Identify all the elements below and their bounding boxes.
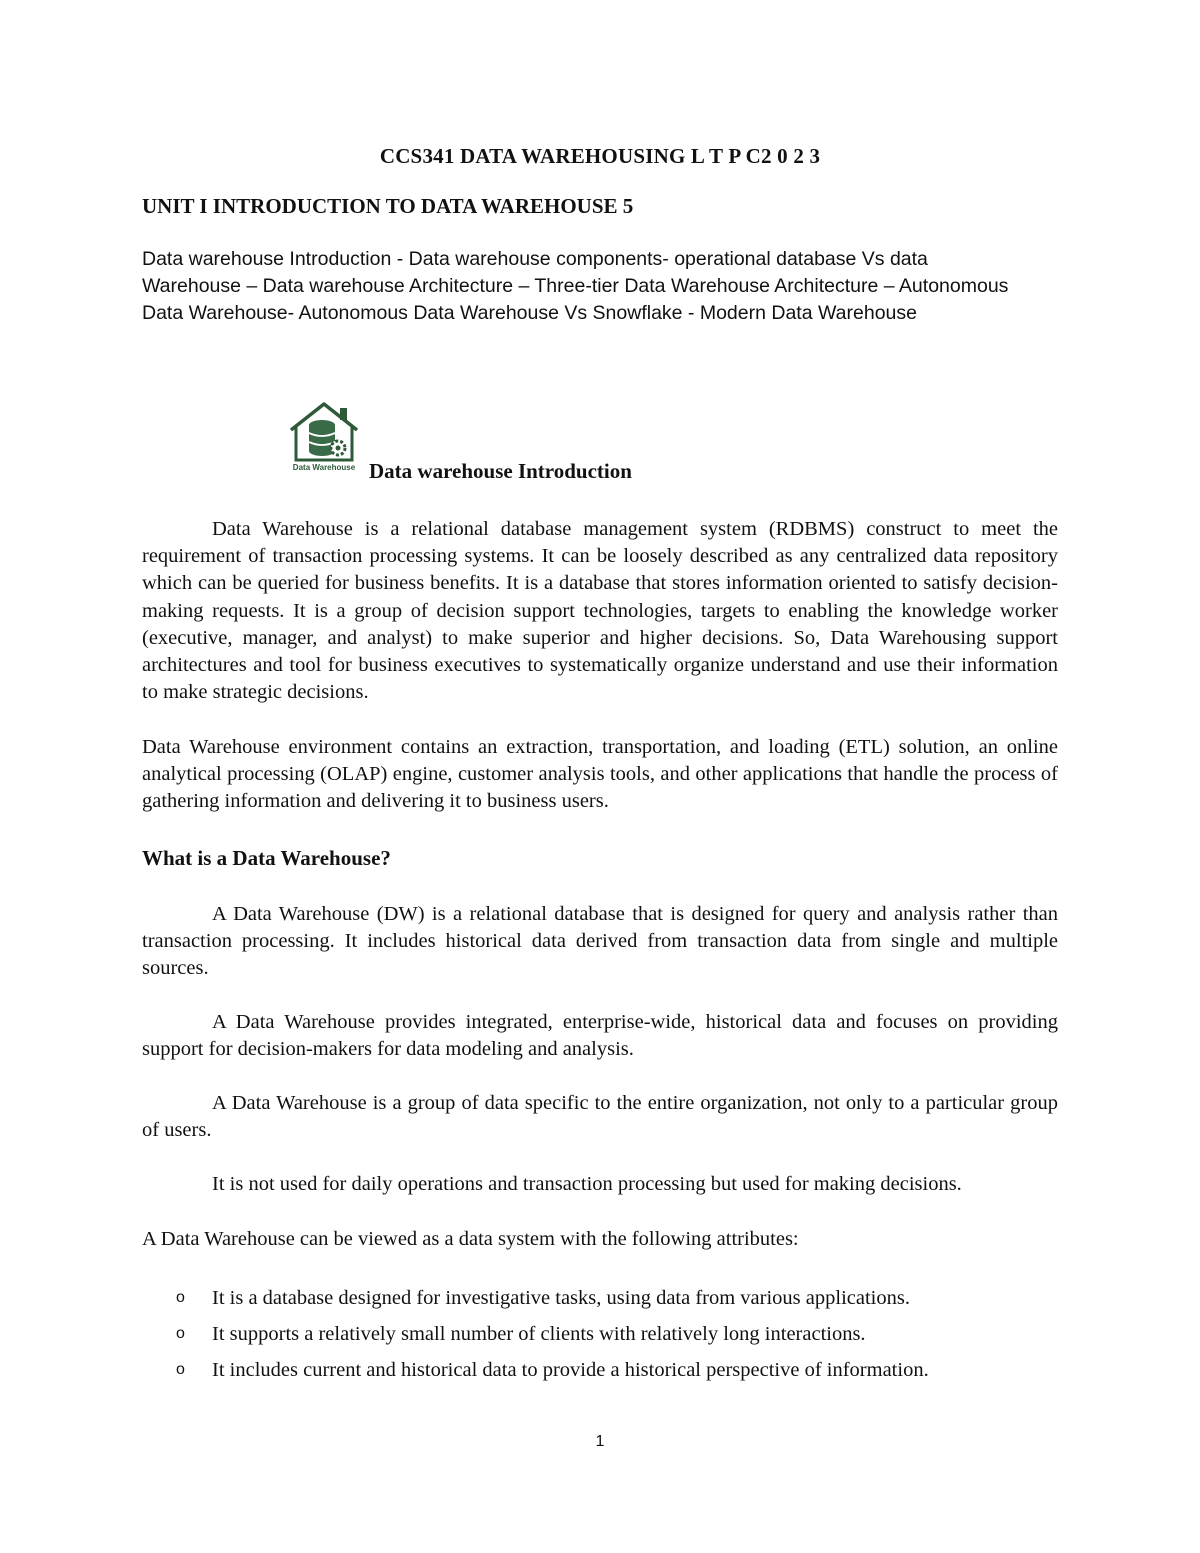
attributes-list [142,1286,1072,1394]
syllabus-topics: Data warehouse Introduction - Data warehouse components- operational database Vs data Warehouse – Data warehouse Architecture – Three-tier Data Warehouse Architecture – Autonomous Data Warehouse- Autonomous Data Warehouse Vs Snowflake - Modern Data Warehouse [142,248,1009,324]
unit-title: UNIT I INTRODUCTION TO DATA WAREHOUSE 5 [142,194,634,218]
what-is-paragraph: A Data Warehouse is a group of data specific to the entire organization, not only to a particular group of users. [142,1092,1058,1142]
what-is-paragraph: It is not used for daily operations and transaction processing but used for making decisions. [212,1173,962,1195]
bullet-marker: o [176,1325,185,1342]
intro-heading: Data warehouse Introduction [369,459,632,483]
intro-paragraph: Data Warehouse is a relational database management system (RDBMS) construct to meet the requirement of transaction processing systems. It can be loosely described as any centralized data repository which can be queried for business benefits. It is a database that stores information oriented to satisfy decision-making requests. It is a group of decision support technologies, targets to enabling the knowledge worker (executive, manager, and analyst) to make superior and higher decisions. So, Data Warehousing support architectures and tool for business executives to systematically organize understand and use their information to make strategic decisions. [142,518,1058,704]
attributes-intro: A Data Warehouse can be viewed as a data system with the following attributes: [142,1228,799,1250]
course-title: CCS341 DATA WAREHOUSING L T P C2 0 2 3 [379,144,821,168]
what-is-paragraph: A Data Warehouse provides integrated, enterprise-wide, historical data and focuses on providing support for decision-makers for data modeling and analysis. [142,1011,1058,1061]
bullet-marker: o [176,1289,185,1306]
list-item [142,1286,1072,1322]
intro-paragraph: Data Warehouse environment contains an extraction, transportation, and loading (ETL) solution, an online analytical processing (OLAP) engine, customer analysis tools, and other applications that handle the process of gathering information and delivering it to business users. [142,736,1058,813]
list-item [142,1322,1072,1358]
attribute-text: It supports a relatively small number of clients with relatively long interactions. [212,1323,866,1345]
list-item [142,1358,1072,1394]
attribute-text: It is a database designed for investigative tasks, using data from various applications. [212,1287,910,1309]
attribute-text: It includes current and historical data to provide a historical perspective of information. [212,1359,929,1381]
logo-label: Data Warehouse [292,463,356,472]
bullet-marker: o [176,1361,185,1378]
page-number: 1 [595,1433,605,1450]
what-is-heading: What is a Data Warehouse? [142,846,391,870]
what-is-paragraph: A Data Warehouse (DW) is a relational database that is designed for query and analysis rather than transaction processing. It includes historical data derived from transaction data from single and multiple sources. [142,903,1058,980]
